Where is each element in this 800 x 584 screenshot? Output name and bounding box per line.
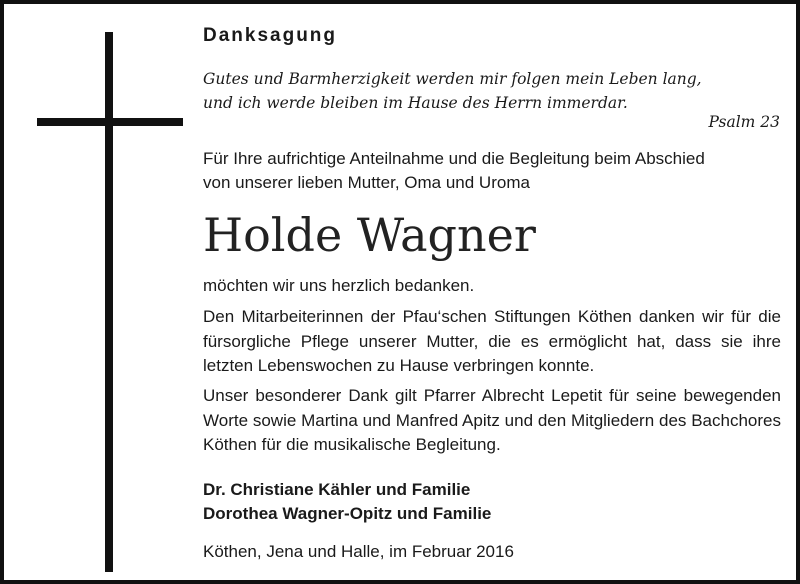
notice-heading: Danksagung — [203, 25, 338, 46]
cross-horizontal-bar — [37, 118, 183, 126]
verse-source: Psalm 23 — [708, 113, 780, 131]
intro-line: von unserer lieben Mutter, Oma und Uroma — [203, 173, 530, 192]
signers — [203, 478, 491, 526]
signer-name: Dorothea Wagner-Opitz und Familie — [203, 504, 492, 523]
cross-vertical-bar — [105, 32, 113, 572]
deceased-name: Holde Wagner — [203, 208, 536, 262]
intro-line: Für Ihre aufrichtige Anteilnahme und die Begleitung beim Abschied — [203, 149, 705, 168]
signer-name: Dr. Christiane Kähler und Familie — [203, 480, 471, 499]
thanks-paragraph-care: Den Mitarbeiterinnen der Pfau‘schen Stiftungen Köthen danken wir für die fürsorgliche Pflege unserer Mutter, die es ermöglicht hat, dass sie ihre letzten Lebenswochen zu Hause verbringen konnte. — [203, 307, 781, 375]
intro-text — [203, 147, 783, 195]
place-date: Köthen, Jena und Halle, im Februar 2016 — [203, 542, 514, 561]
thanks-line: möchten wir uns herzlich bedanken. — [203, 276, 475, 295]
thanks-paragraph-service: Unser besonderer Dank gilt Pfarrer Albrecht Lepetit für seine bewegenden Worte sowie Martina und Manfred Apitz und den Mitgliedern des Bachchores Köthen für die musikalische Begleitung. — [203, 386, 781, 454]
verse-line: Gutes und Barmherzigkeit werden mir folgen mein Leben lang, — [203, 70, 702, 88]
verse-line: und ich werde bleiben im Hause des Herrn immerdar. — [203, 94, 628, 112]
bible-verse — [203, 67, 783, 115]
